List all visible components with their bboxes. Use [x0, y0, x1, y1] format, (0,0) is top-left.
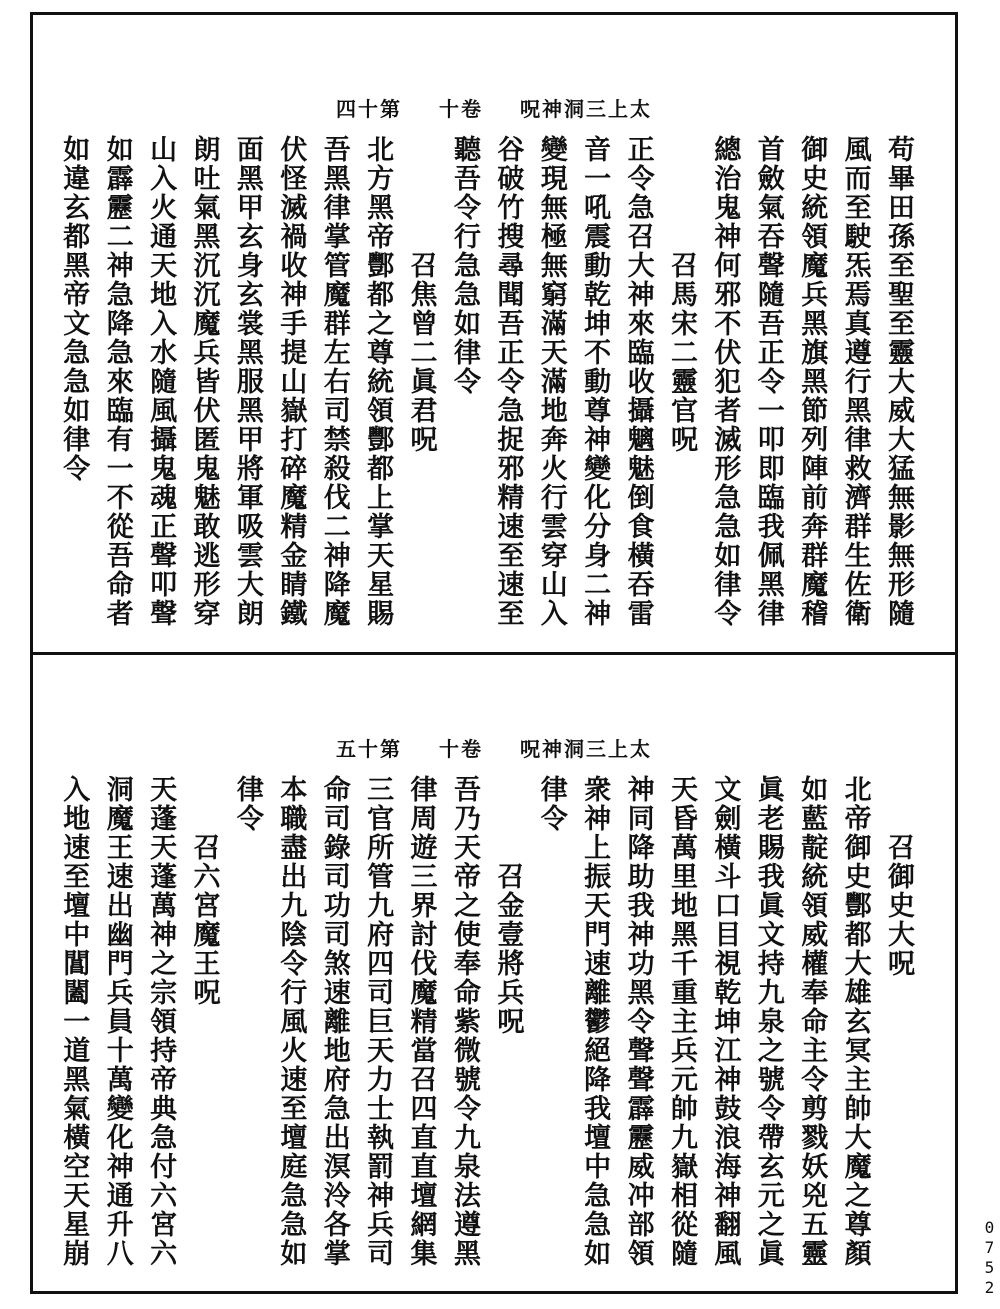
- text-column: 命司錄司功司煞速離地府急出溟泠各掌: [318, 775, 350, 1268]
- text-column: 律周遊三界討伐魔精當召四直直壇網集: [405, 775, 437, 1268]
- text-column: 面黑甲玄身玄裳黑服黑甲將軍吸雲大朗: [231, 135, 263, 628]
- section-title: 召焦曾二眞君呪: [405, 135, 437, 454]
- text-column: 總治鬼神何邪不伏犯者滅形急急如律令: [709, 135, 741, 628]
- bottom-page-header: [33, 733, 955, 762]
- top-page-text-columns: [53, 135, 921, 635]
- text-column: 天昏萬里地黑千重主兵元帥九嶽相從隨: [665, 775, 697, 1268]
- text-column: 三官所管九府四司巨天力士執罰神兵司: [362, 775, 394, 1268]
- top-header-book-title: 太上三洞神呪: [519, 97, 652, 121]
- text-column: 聽吾令行急急如律令: [448, 135, 480, 396]
- text-column: 如霹靂二神急降急來臨有一不從吾命者: [101, 135, 133, 628]
- section-title: 召金壹將兵呪: [492, 775, 524, 1036]
- text-column: 衆神上振天門速離鬱絕降我壇中急急如: [579, 775, 611, 1268]
- text-column: 吾乃天帝之使奉命紫微號令九泉法遵黑: [448, 775, 480, 1268]
- text-column: 律令: [231, 775, 263, 833]
- text-column: 御史統領魔兵黑旗黑節列陣前奔群魔稽: [796, 135, 828, 628]
- text-column: 變現無極無窮滿天滿地奔火行雲穿山入: [535, 135, 567, 628]
- text-column: 如違玄都黑帝文急急如律令: [58, 135, 90, 483]
- section-title: 召六宮魔王呪: [188, 775, 220, 1007]
- text-column: 天蓬天蓬萬神之宗領持帝典急付六宮六: [145, 775, 177, 1268]
- text-column: 如藍靛統領威權奉命主令剪戮妖兇五靈: [796, 775, 828, 1268]
- top-header-section: 第十四: [336, 97, 403, 121]
- top-header-volume: 卷十: [439, 97, 483, 121]
- text-column: 首斂氣吞聲隨吾正令一叩即臨我佩黑律: [752, 135, 784, 628]
- top-page-header: [33, 93, 955, 122]
- text-column: 正令急召大神來臨收攝魑魅倒食橫吞雷: [622, 135, 654, 628]
- text-column: 伏怪滅禍收神手提山嶽打碎魔精金睛鐵: [275, 135, 307, 628]
- text-column: 文劍橫斗口目視乾坤江神鼓浪海神翻風: [709, 775, 741, 1268]
- text-column: 山入火通天地入水隨風攝鬼魂正聲叩聲: [145, 135, 177, 628]
- bottom-header-book-title: 太上三洞神呪: [519, 737, 652, 761]
- bottom-header-volume: 卷十: [439, 737, 483, 761]
- bottom-page: [33, 655, 955, 1291]
- page-number: 0752: [980, 1218, 999, 1298]
- section-title: 召馬宋二靈官呪: [665, 135, 697, 454]
- bottom-page-text-columns: [53, 775, 921, 1275]
- text-column: 苟畢田孫至聖至靈大威大猛無影無形隨: [883, 135, 914, 628]
- text-column: 律令: [535, 775, 567, 833]
- text-column: 眞老賜我眞文持九泉之號令帶玄元之眞: [752, 775, 784, 1268]
- text-column: 本職盡出九陰令行風火速至壇庭急急如: [275, 775, 307, 1268]
- text-column: 音一吼震動乾坤不動尊神變化分身二神: [579, 135, 611, 628]
- text-column: 風而至駛炁焉真遵行黑律救濟群生佐衛: [839, 135, 871, 628]
- section-title: 召御史大呪: [883, 775, 914, 978]
- text-column: 吾黑律掌管魔群左右司禁殺伐二神降魔: [318, 135, 350, 628]
- text-column: 北方黑帝酆都之尊統領酆都上掌天星賜: [362, 135, 394, 628]
- text-column: 谷破竹搜尋聞吾正令急捉邪精速至速至: [492, 135, 524, 628]
- bottom-header-section: 第十五: [336, 737, 403, 761]
- text-column: 神同降助我神功黑令聲聲霹靂威冲部領: [622, 775, 654, 1268]
- text-column: 入地速至壇中閶闔一道黑氣橫空天星崩: [58, 775, 90, 1268]
- top-page: [33, 15, 955, 652]
- text-column: 北帝御史酆都大雄玄冥主帥大魔之尊顏: [839, 775, 871, 1268]
- text-column: 洞魔王速出幽門兵員十萬變化神通升八: [101, 775, 133, 1268]
- text-column: 朗吐氣黑沉沉魔兵皆伏匿鬼魅敢逃形穿: [188, 135, 220, 628]
